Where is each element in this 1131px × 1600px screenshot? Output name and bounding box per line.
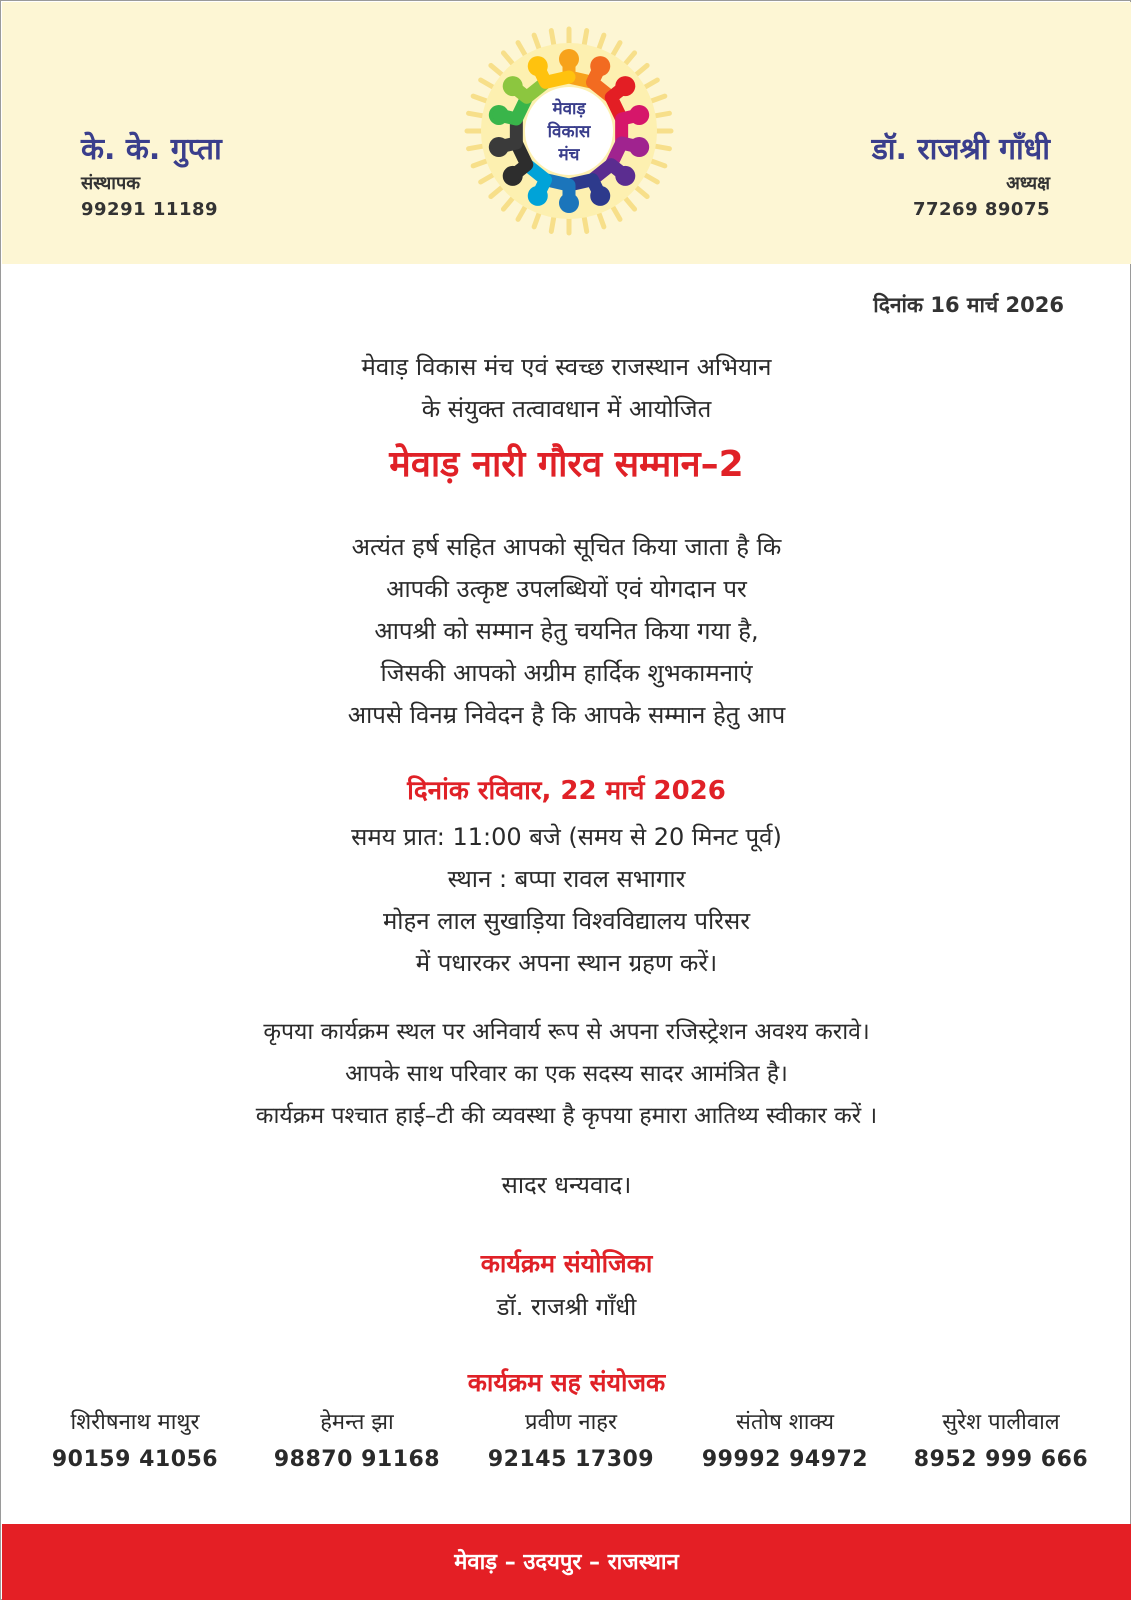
intro-line-1: मेवाड़ विकास मंच एवं स्वच्छ राजस्थान अभियान: [361, 353, 772, 381]
co-convener-3: [466, 1406, 676, 1480]
co-convener-2: [252, 1406, 462, 1480]
co-convener-phone: 90159 41056: [51, 1447, 219, 1472]
president-name: डॉ. राजश्री गाँधी: [871, 132, 1050, 167]
co-convener-phone: 98870 91168: [273, 1447, 441, 1472]
co-convener-name: प्रवीण नाहर: [525, 1410, 617, 1435]
founder-name: के. के. गुप्ता: [81, 132, 222, 167]
co-convener-4: [680, 1406, 890, 1480]
co-convener-1: [30, 1406, 240, 1480]
note-line-2: आपके साथ परिवार का एक सदस्य सादर आमंत्रित है।: [345, 1061, 788, 1087]
body-line-3: आपश्री को सम्मान हेतु चयनित किया गया है,: [374, 617, 759, 645]
co-convener-name: सुरेश पालीवाल: [942, 1410, 1060, 1435]
co-convener-phone: 8952 999 666: [913, 1447, 1089, 1472]
people-circle-logo-icon: [464, 26, 674, 236]
president-role: अध्यक्ष: [1006, 173, 1050, 194]
note-line-3: कार्यक्रम पश्चात हाई–टी की व्यवस्था है कृपया हमारा आतिथ्य स्वीकार करें ।: [255, 1103, 878, 1129]
co-conveners-label: कार्यक्रम सह संयोजक: [467, 1368, 666, 1397]
founder-role: संस्थापक: [81, 173, 141, 194]
co-convener-name: संतोष शाक्य: [735, 1410, 834, 1435]
body-line-1: अत्यंत हर्ष सहित आपको सूचित किया जाता है कि: [351, 533, 782, 561]
founder-phone: 99291 11189: [81, 199, 219, 220]
body-line-2: आपकी उत्कृष्ट उपलब्धियों एवं योगदान पर: [386, 575, 747, 603]
co-convener-phone: 99992 94972: [701, 1447, 869, 1472]
founder-block: [81, 131, 222, 223]
logo-text-3: मंच: [558, 145, 580, 165]
convener-label: कार्यक्रम संयोजिका: [480, 1249, 653, 1278]
event-time: समय प्रात: 11:00 बजे (समय से 20 मिनट पूर्व): [351, 823, 782, 851]
letter-date: दिनांक 16 मार्च 2026: [873, 293, 1064, 317]
logo-text-1: मेवाड़: [552, 99, 586, 119]
president-block: [872, 131, 1050, 223]
intro-line-2: के संयुक्त तत्वावधान में आयोजित: [421, 395, 712, 423]
co-convener-name: हेमन्त झा: [320, 1410, 394, 1435]
co-convener-5: [896, 1406, 1106, 1480]
event-campus: मोहन लाल सुखाड़िया विश्वविद्यालय परिसर: [382, 907, 751, 935]
logo-text-2: विकास: [547, 122, 591, 142]
event-date: दिनांक रविवार, 22 मार्च 2026: [407, 776, 726, 806]
body-line-5: आपसे विनम्र निवेदन है कि आपके सम्मान हेतु आप: [347, 701, 786, 729]
note-line-1: कृपया कार्यक्रम स्थल पर अनिवार्य रूप से अपना रजिस्ट्रेशन अवश्य करावे।: [263, 1019, 870, 1045]
body-line-4: जिसकी आपको अग्रीम हार्दिक शुभकामनाएं: [380, 659, 753, 687]
thanks-text: सादर धन्यवाद।: [501, 1171, 632, 1199]
event-venue: स्थान : बप्पा रावल सभागार: [447, 865, 686, 893]
event-closing: में पधारकर अपना स्थान ग्रहण करें।: [415, 949, 718, 977]
convener-name: डॉ. राजश्री गाँधी: [496, 1293, 637, 1321]
event-title: मेवाड़ नारी गौरव सम्मान–2: [389, 444, 744, 485]
footer-text: मेवाड़ – उदयपुर – राजस्थान: [454, 1550, 679, 1575]
co-convener-name: शिरीषनाथ माथुर: [70, 1410, 200, 1435]
co-convener-phone: 92145 17309: [487, 1447, 655, 1472]
president-phone: 77269 89075: [912, 199, 1050, 220]
footer-band: [2, 1524, 1131, 1600]
